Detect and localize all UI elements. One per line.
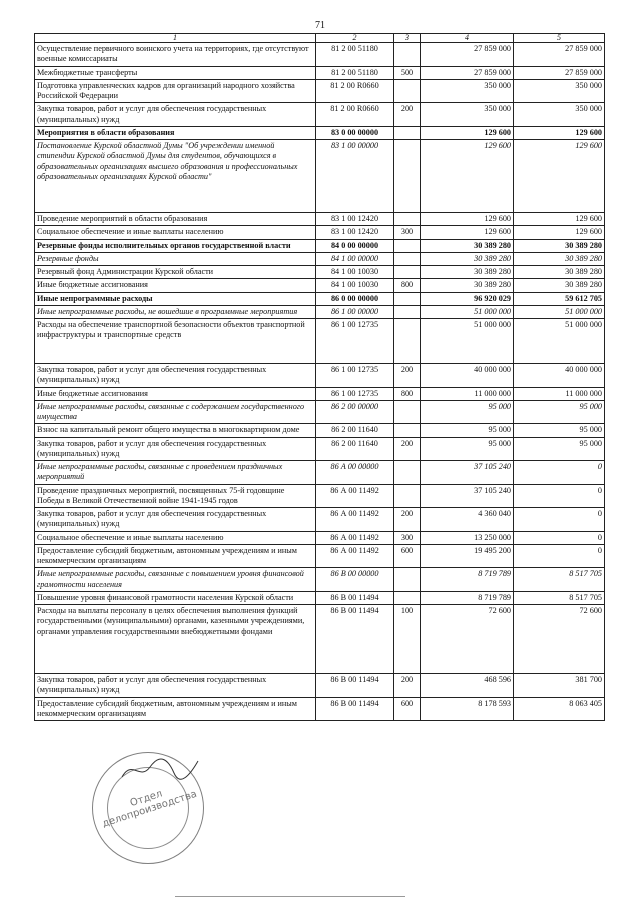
table-row: [35, 387, 605, 400]
row-amount-2021: 95 000: [514, 400, 605, 424]
row-code: 84 1 00 10030: [316, 279, 394, 292]
row-amount-2021: 27 859 000: [514, 66, 605, 79]
row-amount-2021: 350 000: [514, 79, 605, 103]
row-amount-2020: 96 920 029: [421, 292, 514, 305]
row-code: 86 В 00 11494: [316, 697, 394, 721]
row-name: Иные непрограммные расходы, связанные с повышением уровня финансовой грамотности населения: [35, 568, 316, 592]
row-amount-2021: 51 000 000: [514, 319, 605, 364]
row-amount-2021: 27 859 000: [514, 43, 605, 67]
row-expense-type: 200: [394, 674, 421, 698]
row-name: Иные бюджетные ассигнования: [35, 387, 316, 400]
row-expense-type: [394, 461, 421, 485]
row-expense-type: 500: [394, 66, 421, 79]
budget-table: [34, 33, 605, 721]
row-amount-2020: 37 105 240: [421, 484, 514, 508]
row-amount-2021: 0: [514, 461, 605, 485]
row-expense-type: 300: [394, 226, 421, 239]
table-row: [35, 437, 605, 461]
table-row: [35, 484, 605, 508]
row-amount-2020: 30 389 280: [421, 279, 514, 292]
page-number: 71: [315, 20, 325, 31]
row-expense-type: [394, 484, 421, 508]
table-row: [35, 213, 605, 226]
row-name: Осуществление первичного воинского учета на территориях, где отсутствуют военные комиссариаты: [35, 43, 316, 67]
row-expense-type: [394, 591, 421, 604]
row-name: Социальное обеспечение и иные выплаты населению: [35, 531, 316, 544]
row-code: 86 А 00 00000: [316, 461, 394, 485]
row-code: 86 В 00 11494: [316, 591, 394, 604]
row-code: 86 2 00 11640: [316, 424, 394, 437]
row-name: Иные бюджетные ассигнования: [35, 279, 316, 292]
row-code: 81 2 00 51180: [316, 43, 394, 67]
row-expense-type: [394, 213, 421, 226]
row-amount-2021: 30 389 280: [514, 279, 605, 292]
row-amount-2021: 95 000: [514, 437, 605, 461]
table-row: [35, 424, 605, 437]
row-amount-2020: 19 495 200: [421, 544, 514, 568]
row-code: 83 1 00 00000: [316, 140, 394, 213]
row-expense-type: [394, 568, 421, 592]
row-name: Иные непрограммные расходы, связанные с содержанием государственного имущества: [35, 400, 316, 424]
row-name: Социальное обеспечение и иные выплаты населению: [35, 226, 316, 239]
row-expense-type: [394, 239, 421, 252]
row-expense-type: 300: [394, 531, 421, 544]
row-amount-2021: 129 600: [514, 226, 605, 239]
row-code: 86 1 00 12735: [316, 387, 394, 400]
row-amount-2021: 30 389 280: [514, 266, 605, 279]
row-expense-type: [394, 266, 421, 279]
table-row: [35, 531, 605, 544]
row-code: 86 1 00 12735: [316, 319, 394, 364]
row-expense-type: [394, 424, 421, 437]
row-name: Резервные фонды исполнительных органов государственной власти: [35, 239, 316, 252]
row-code: 81 2 00 R0660: [316, 79, 394, 103]
row-amount-2021: 0: [514, 544, 605, 568]
row-name: Проведение мероприятий в области образования: [35, 213, 316, 226]
row-expense-type: 200: [394, 437, 421, 461]
row-amount-2020: 129 600: [421, 226, 514, 239]
row-name: Межбюджетные трансферты: [35, 66, 316, 79]
row-amount-2020: 8 719 789: [421, 568, 514, 592]
row-code: 81 2 00 R0660: [316, 103, 394, 127]
row-amount-2020: 95 000: [421, 400, 514, 424]
column-number: 4: [421, 34, 514, 43]
row-amount-2021: 8 517 705: [514, 591, 605, 604]
row-amount-2020: 30 389 280: [421, 239, 514, 252]
row-amount-2020: 350 000: [421, 103, 514, 127]
table-row: [35, 544, 605, 568]
row-amount-2020: 30 389 280: [421, 252, 514, 265]
row-expense-type: [394, 79, 421, 103]
row-code: 83 1 00 12420: [316, 226, 394, 239]
table-row: [35, 697, 605, 721]
table-row: [35, 252, 605, 265]
row-amount-2020: 350 000: [421, 79, 514, 103]
row-expense-type: 600: [394, 697, 421, 721]
row-expense-type: 200: [394, 103, 421, 127]
table-row: [35, 103, 605, 127]
row-code: 86 А 00 11492: [316, 544, 394, 568]
row-code: 86 2 00 00000: [316, 400, 394, 424]
row-expense-type: [394, 43, 421, 67]
row-code: 86 А 00 11492: [316, 508, 394, 532]
row-amount-2020: 95 000: [421, 424, 514, 437]
row-name: Повышение уровня финансовой грамотности населения Курской области: [35, 591, 316, 604]
table-row: [35, 591, 605, 604]
row-amount-2020: 8 719 789: [421, 591, 514, 604]
row-expense-type: 800: [394, 279, 421, 292]
table-row: [35, 226, 605, 239]
row-amount-2021: 350 000: [514, 103, 605, 127]
table-row: [35, 43, 605, 67]
row-expense-type: [394, 319, 421, 364]
row-code: 86 1 00 12735: [316, 364, 394, 388]
handwritten-signature: [120, 755, 200, 785]
row-code: 86 В 00 00000: [316, 568, 394, 592]
row-code: 84 0 00 00000: [316, 239, 394, 252]
row-name: Иные непрограммные расходы: [35, 292, 316, 305]
row-amount-2020: 51 000 000: [421, 305, 514, 318]
table-row: [35, 319, 605, 364]
row-amount-2021: 40 000 000: [514, 364, 605, 388]
row-name: Иные непрограммные расходы, не вошедшие в программные мероприятия: [35, 305, 316, 318]
row-name: Подготовка управленческих кадров для организаций народного хозяйства Российской Федерации: [35, 79, 316, 103]
row-amount-2021: 8 517 705: [514, 568, 605, 592]
row-code: 83 0 00 00000: [316, 126, 394, 139]
row-expense-type: [394, 292, 421, 305]
table-row: [35, 126, 605, 139]
row-expense-type: 100: [394, 605, 421, 674]
table-row: [35, 239, 605, 252]
row-amount-2020: 11 000 000: [421, 387, 514, 400]
office-stamp-text: Отдел делопроизводства: [101, 788, 199, 830]
row-expense-type: 200: [394, 364, 421, 388]
row-amount-2020: 8 178 593: [421, 697, 514, 721]
row-amount-2020: 51 000 000: [421, 319, 514, 364]
table-row: [35, 400, 605, 424]
table-row: [35, 292, 605, 305]
table-row: [35, 461, 605, 485]
row-code: 86 1 00 00000: [316, 305, 394, 318]
row-expense-type: [394, 400, 421, 424]
row-amount-2021: 129 600: [514, 140, 605, 213]
row-amount-2021: 30 389 280: [514, 252, 605, 265]
table-row: [35, 364, 605, 388]
row-amount-2021: 0: [514, 508, 605, 532]
column-number-row: [35, 34, 605, 43]
row-expense-type: 600: [394, 544, 421, 568]
column-number: 2: [316, 34, 394, 43]
row-code: 86 В 00 11494: [316, 605, 394, 674]
row-amount-2021: 129 600: [514, 126, 605, 139]
row-name: Резервные фонды: [35, 252, 316, 265]
row-amount-2021: 381 700: [514, 674, 605, 698]
row-amount-2021: 72 600: [514, 605, 605, 674]
row-amount-2020: 95 000: [421, 437, 514, 461]
row-amount-2020: 40 000 000: [421, 364, 514, 388]
table-row: [35, 266, 605, 279]
table-row: [35, 305, 605, 318]
row-name: Проведение праздничных мероприятий, посвященных 75-й годовщине Победы в Великой Отечественной войне 1941-1945 годов: [35, 484, 316, 508]
row-code: 84 1 00 00000: [316, 252, 394, 265]
row-expense-type: [394, 252, 421, 265]
row-amount-2021: 59 612 705: [514, 292, 605, 305]
row-name: Закупка товаров, работ и услуг для обеспечения государственных (муниципальных) нужд: [35, 674, 316, 698]
row-amount-2020: 37 105 240: [421, 461, 514, 485]
row-amount-2020: 72 600: [421, 605, 514, 674]
row-amount-2021: 8 063 405: [514, 697, 605, 721]
row-code: 86 0 00 00000: [316, 292, 394, 305]
row-code: 86 В 00 11494: [316, 674, 394, 698]
row-amount-2021: 30 389 280: [514, 239, 605, 252]
row-name: Иные непрограммные расходы, связанные с проведением праздничных мероприятий: [35, 461, 316, 485]
row-name: Постановление Курской областной Думы "Об учреждении именной стипендии Курской областной Думы для студентов, обучающихся в образовательных организациях высшего образования и профессиональных образовательных организациях Курской области": [35, 140, 316, 213]
table-row: [35, 605, 605, 674]
row-name: Расходы на выплаты персоналу в целях обеспечения выполнения функций государственными (муниципальными) органами, казенными учреждениями, органами управления государственными внебюджетными фондами: [35, 605, 316, 674]
budget-table-body: [35, 34, 605, 721]
table-row: [35, 568, 605, 592]
row-code: 84 1 00 10030: [316, 266, 394, 279]
row-name: Закупка товаров, работ и услуг для обеспечения государственных (муниципальных) нужд: [35, 508, 316, 532]
row-code: 86 А 00 11492: [316, 531, 394, 544]
row-amount-2021: 11 000 000: [514, 387, 605, 400]
row-amount-2021: 0: [514, 484, 605, 508]
table-row: [35, 140, 605, 213]
row-expense-type: [394, 126, 421, 139]
row-name: Предоставление субсидий бюджетным, автономным учреждениям и иным некоммерческим организациям: [35, 544, 316, 568]
table-row: [35, 279, 605, 292]
table-row: [35, 79, 605, 103]
row-amount-2021: 95 000: [514, 424, 605, 437]
column-number: 5: [514, 34, 605, 43]
row-amount-2021: 51 000 000: [514, 305, 605, 318]
column-number: 1: [35, 34, 316, 43]
row-name: Мероприятия в области образования: [35, 126, 316, 139]
row-expense-type: [394, 305, 421, 318]
row-amount-2020: 129 600: [421, 126, 514, 139]
table-row: [35, 674, 605, 698]
row-amount-2020: 4 360 040: [421, 508, 514, 532]
column-number: 3: [394, 34, 421, 43]
row-name: Закупка товаров, работ и услуг для обеспечения государственных (муниципальных) нужд: [35, 103, 316, 127]
row-amount-2020: 129 600: [421, 213, 514, 226]
row-name: Предоставление субсидий бюджетным, автономным учреждениям и иным некоммерческим организациям: [35, 697, 316, 721]
row-amount-2021: 129 600: [514, 213, 605, 226]
row-amount-2020: 129 600: [421, 140, 514, 213]
row-amount-2020: 27 859 000: [421, 43, 514, 67]
row-expense-type: [394, 140, 421, 213]
row-amount-2021: 0: [514, 531, 605, 544]
row-expense-type: 800: [394, 387, 421, 400]
table-row: [35, 66, 605, 79]
row-code: 86 А 00 11492: [316, 484, 394, 508]
row-name: Резервный фонд Администрации Курской области: [35, 266, 316, 279]
row-code: 83 1 00 12420: [316, 213, 394, 226]
row-amount-2020: 27 859 000: [421, 66, 514, 79]
row-name: Закупка товаров, работ и услуг для обеспечения государственных (муниципальных) нужд: [35, 364, 316, 388]
row-amount-2020: 30 389 280: [421, 266, 514, 279]
row-name: Расходы на обеспечение транспортной безопасности объектов транспортной инфраструктуры и транспортные средств: [35, 319, 316, 364]
row-name: Закупка товаров, работ и услуг для обеспечения государственных (муниципальных) нужд: [35, 437, 316, 461]
row-expense-type: 200: [394, 508, 421, 532]
row-amount-2020: 468 596: [421, 674, 514, 698]
table-row: [35, 508, 605, 532]
row-amount-2020: 13 250 000: [421, 531, 514, 544]
footer-rule: [175, 896, 405, 897]
row-name: Взнос на капитальный ремонт общего имущества в многоквартирном доме: [35, 424, 316, 437]
row-code: 81 2 00 51180: [316, 66, 394, 79]
row-code: 86 2 00 11640: [316, 437, 394, 461]
